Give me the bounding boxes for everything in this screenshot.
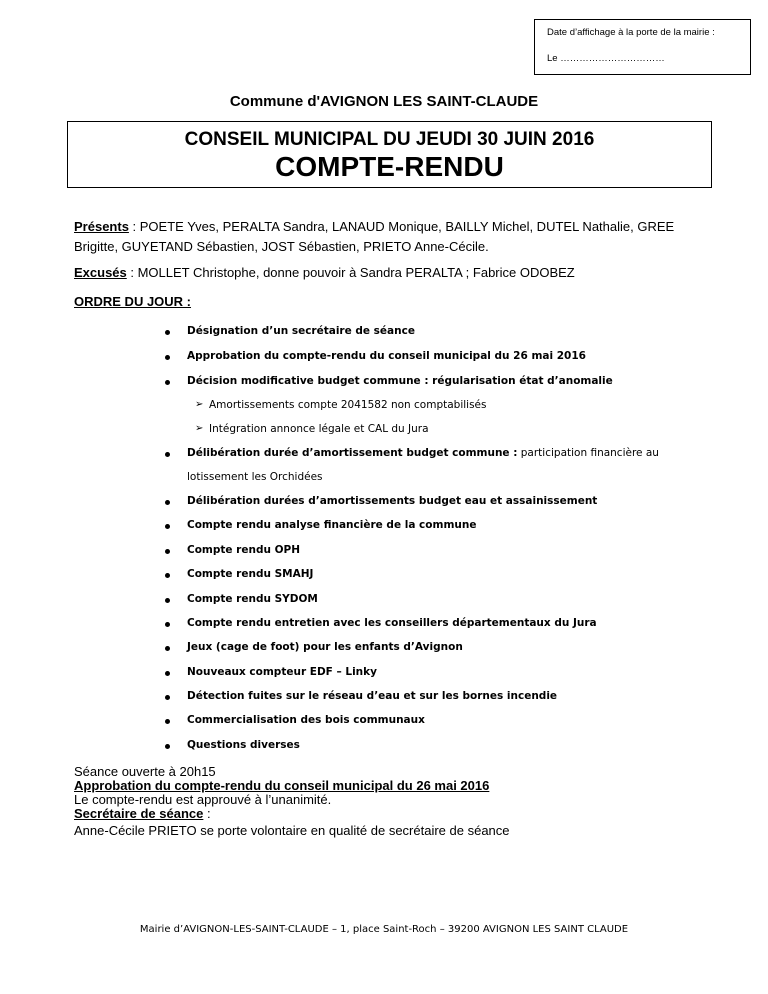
bullet-icon — [165, 330, 170, 335]
list-item: Compte rendu analyse financière de la commune — [187, 519, 476, 531]
seance-ouverte: Séance ouverte à 20h15 — [74, 764, 216, 779]
list-item: Délibération durée d’amortissement budget commune : participation financière au — [187, 447, 659, 459]
commune-heading: Commune d'AVIGNON LES SAINT-CLAUDE — [229, 93, 539, 110]
document-title: COMPTE-RENDU — [275, 151, 504, 182]
list-item: Compte rendu OPH — [187, 544, 300, 556]
bullet-icon — [165, 671, 170, 676]
list-item: Désignation d’un secrétaire de séance — [187, 325, 415, 337]
bullet-icon — [165, 524, 170, 529]
affichage-box — [534, 19, 751, 75]
bullet-icon — [165, 452, 170, 457]
bullet-icon — [165, 500, 170, 505]
list-item: Approbation du compte-rendu du conseil municipal du 26 mai 2016 — [187, 350, 586, 362]
list-item: Décision modificative budget commune : régularisation état d’anomalie — [187, 375, 613, 387]
secretaire-heading: Secrétaire de séance : — [74, 806, 211, 821]
arrow-bullet-icon: ➢ — [195, 399, 204, 410]
list-item: Délibération durées d’amortissements budget eau et assainissement — [187, 495, 597, 507]
bullet-icon — [165, 598, 170, 603]
excuses-text: : MOLLET Christophe, donne pouvoir à Sandra PERALTA ; Fabrice ODOBEZ — [126, 265, 575, 280]
approbation-text: Le compte-rendu est approuvé à l’unanimité. — [74, 792, 332, 807]
bullet-icon — [165, 695, 170, 700]
bullet-icon — [165, 719, 170, 724]
list-subitem: ➢ Amortissements compte 2041582 non comptabilisés — [195, 399, 487, 411]
excuses-label: Excusés — [74, 265, 127, 280]
bullet-icon — [165, 549, 170, 554]
secretaire-text: Anne-Cécile PRIETO se porte volontaire en qualité de secrétaire de séance — [74, 823, 510, 838]
bullet-icon — [165, 380, 170, 385]
list-item: Compte rendu entretien avec les conseillers départementaux du Jura — [187, 617, 597, 629]
list-item: Commercialisation des bois communaux — [187, 714, 425, 726]
list-item: Nouveaux compteur EDF – Linky — [187, 666, 377, 678]
affichage-date-label: Date d’affichage à la porte de la mairie : — [547, 27, 715, 38]
list-item-continuation: lotissement les Orchidées — [187, 471, 323, 483]
ordre-du-jour-heading: ORDRE DU JOUR : — [74, 294, 192, 309]
bullet-icon — [165, 355, 170, 360]
meeting-title: CONSEIL MUNICIPAL DU JEUDI 30 JUIN 2016 — [184, 129, 595, 150]
arrow-bullet-icon: ➢ — [195, 423, 204, 434]
presents-text: : POETE Yves, PERALTA Sandra, LANAUD Monique, BAILLY Michel, DUTEL Nathalie, GREE Brigitte, GUYETAND Sébastien, JOST Sébastien, PRIETO Anne-Cécile. — [74, 219, 675, 254]
presents-paragraph — [74, 217, 714, 257]
bullet-icon — [165, 622, 170, 627]
bullet-icon — [165, 573, 170, 578]
list-item: Compte rendu SYDOM — [187, 593, 318, 605]
presents-label: Présents — [74, 219, 129, 234]
footer-address: Mairie d’AVIGNON-LES-SAINT-CLAUDE – 1, place Saint-Roch – 39200 AVIGNON LES SAINT CLAUDE — [139, 924, 629, 935]
approbation-heading: Approbation du compte-rendu du conseil municipal du 26 mai 2016 — [74, 778, 490, 793]
affichage-le-line: Le …………………………… — [547, 52, 665, 64]
bullet-icon — [165, 744, 170, 749]
list-item: Questions diverses — [187, 739, 300, 751]
list-subitem: ➢ Intégration annonce légale et CAL du Jura — [195, 423, 429, 435]
list-item: Compte rendu SMAHJ — [187, 568, 313, 580]
bullet-icon — [165, 646, 170, 651]
list-item: Détection fuites sur le réseau d’eau et sur les bornes incendie — [187, 690, 557, 702]
list-item: Jeux (cage de foot) pour les enfants d’Avignon — [187, 641, 463, 653]
title-box — [67, 121, 712, 188]
excuses-paragraph — [74, 263, 714, 283]
